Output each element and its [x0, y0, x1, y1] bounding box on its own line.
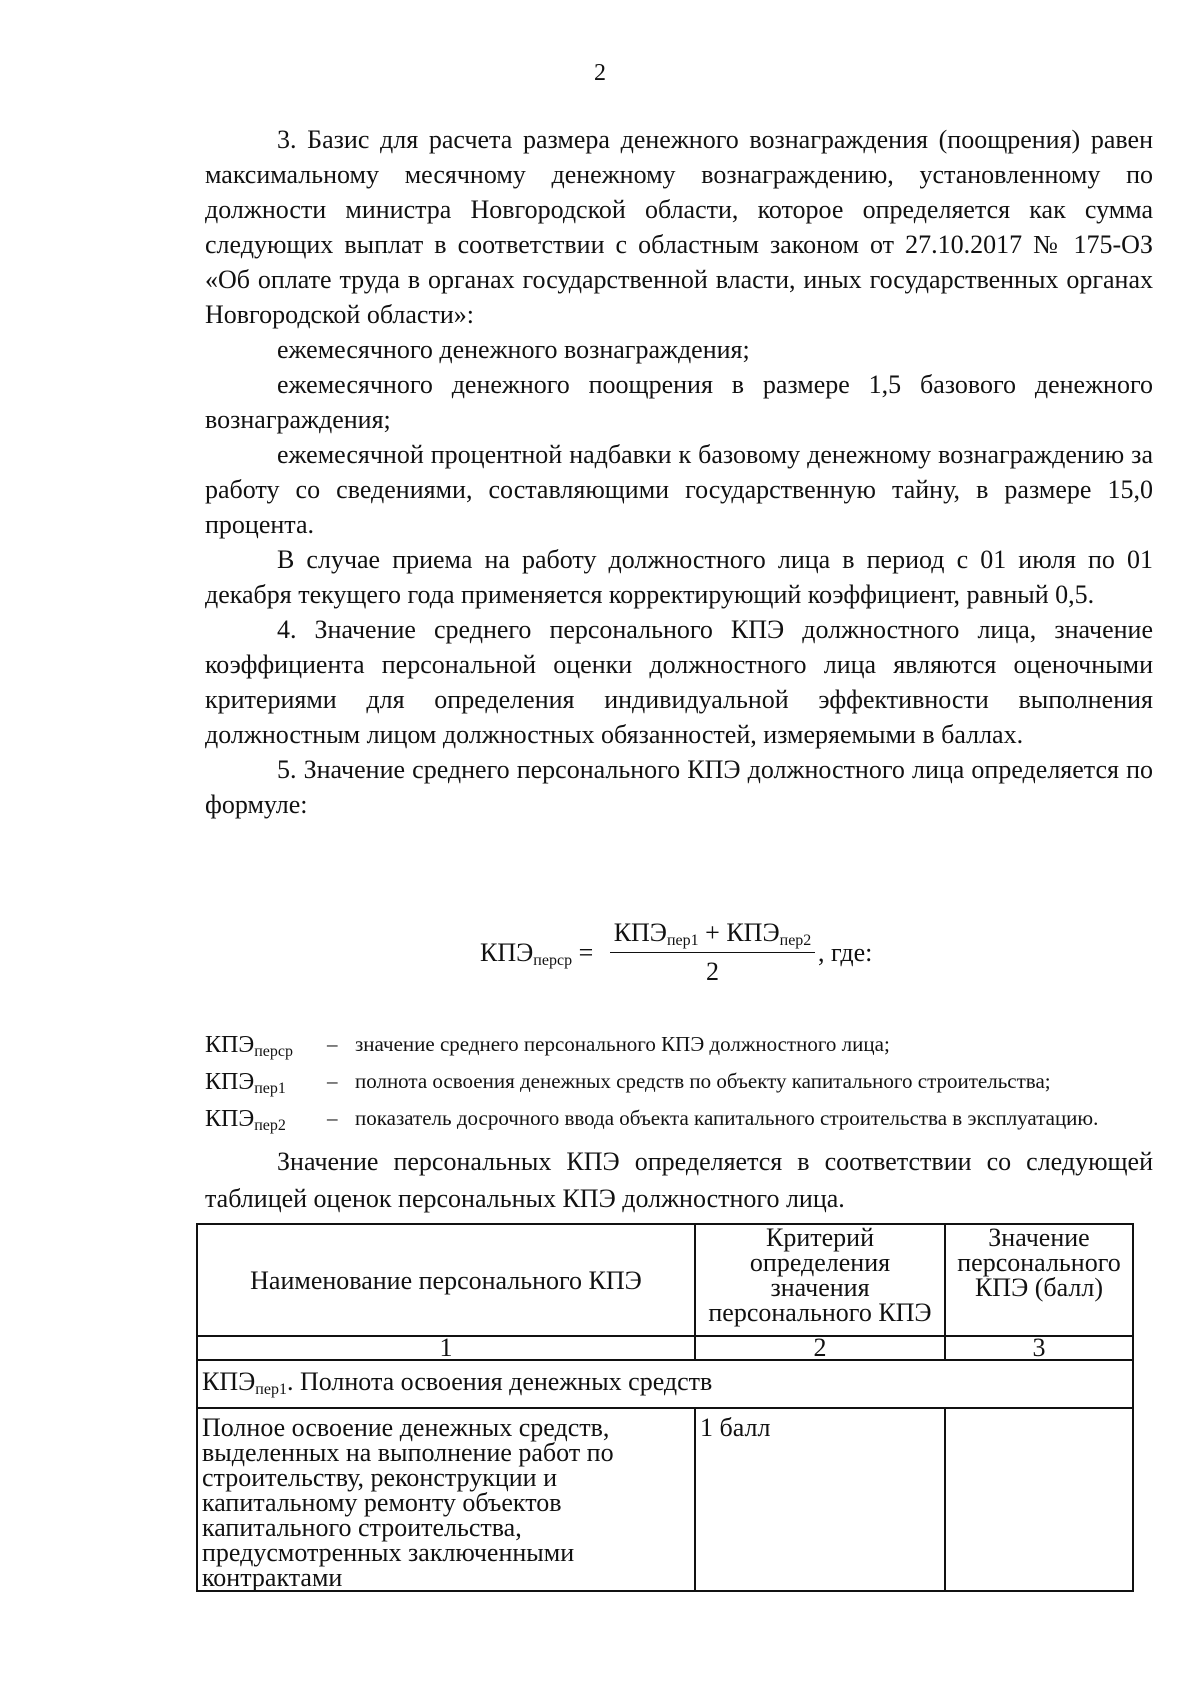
- formula-denominator: 2: [706, 957, 719, 986]
- header-value: Значение персонального КПЭ (балл): [945, 1224, 1133, 1336]
- paragraph-item-1: ежемесячного денежного вознаграждения;: [277, 335, 750, 364]
- paragraph-3: 3. Базис для расчета размера денежного вознаграждения (поощрения) равен максимальному месячному денежному вознаграждению, установленному по должности министра Новгородской области, которое определяется как сумма следующих выплат в соответствии с областным законом от 27.10.2017 № 175-ОЗ «Об оплате труда в органах государственной власти, иных государственных органах Новгородской области»:: [205, 125, 1153, 329]
- header-criterion: Критерий определения значения персонального КПЭ: [695, 1224, 945, 1336]
- paragraph-item-2: ежемесячного денежного поощрения в размере 1,5 базового денежного вознаграждения;: [205, 370, 1153, 434]
- formula-tail: , где:: [818, 938, 873, 967]
- header-kpi-name: Наименование персонального КПЭ: [197, 1224, 695, 1336]
- row-value: [945, 1408, 1133, 1591]
- table-header-row: [197, 1224, 1133, 1336]
- body-text: [205, 122, 1153, 822]
- formula-fraction: [610, 918, 815, 987]
- column-number-row: [197, 1336, 1133, 1360]
- page-number: 2: [594, 60, 606, 86]
- paragraph-5: 5. Значение среднего персонального КПЭ должностного лица определяется по формуле:: [205, 755, 1153, 819]
- table-intro: Значение персональных КПЭ определяется в соответствии со следующей таблицей оценок персональных КПЭ должностного лица.: [205, 1147, 1153, 1213]
- section-row: [197, 1360, 1133, 1408]
- column-number: 2: [695, 1336, 945, 1360]
- section-title: $КПЭ_{пер1}$. Полнота освоения денежных средств: [197, 1360, 1133, 1408]
- formula-numerator: $КПЭ_{пер1} + КПЭ_{пер2}$: [610, 918, 815, 953]
- column-number: 1: [197, 1336, 695, 1360]
- table-row: [197, 1408, 1133, 1591]
- paragraph-4: 4. Значение среднего персонального КПЭ должностного лица, значение коэффициента персональной оценки должностного лица являются оценочными критериями для определения индивидуальной эффективности выполнения должностным лицом должностных обязанностей, измеряемыми в баллах.: [205, 615, 1153, 749]
- row-criterion: 1 балл: [695, 1408, 945, 1591]
- column-number: 3: [945, 1336, 1133, 1360]
- paragraph-hiring: В случае приема на работу должностного лица в период с 01 июля по 01 декабря текущего года применяется корректирующий коэффициент, равный 0,5.: [205, 545, 1153, 609]
- paragraph-item-3: ежемесячной процентной надбавки к базовому денежному вознаграждению за работу со сведениями, составляющими государственную тайну, в размере 15,0 процента.: [205, 440, 1153, 539]
- kpi-table: [196, 1223, 1134, 1592]
- formula-lhs: $КПЭ_{перср}$ =: [480, 938, 594, 969]
- row-kpi-name: Полное освоение денежных средств, выделенных на выполнение работ по строительству, реконструкции и капитальному ремонту объектов капитального строительства, предусмотренных заключенными контрактами: [197, 1408, 695, 1591]
